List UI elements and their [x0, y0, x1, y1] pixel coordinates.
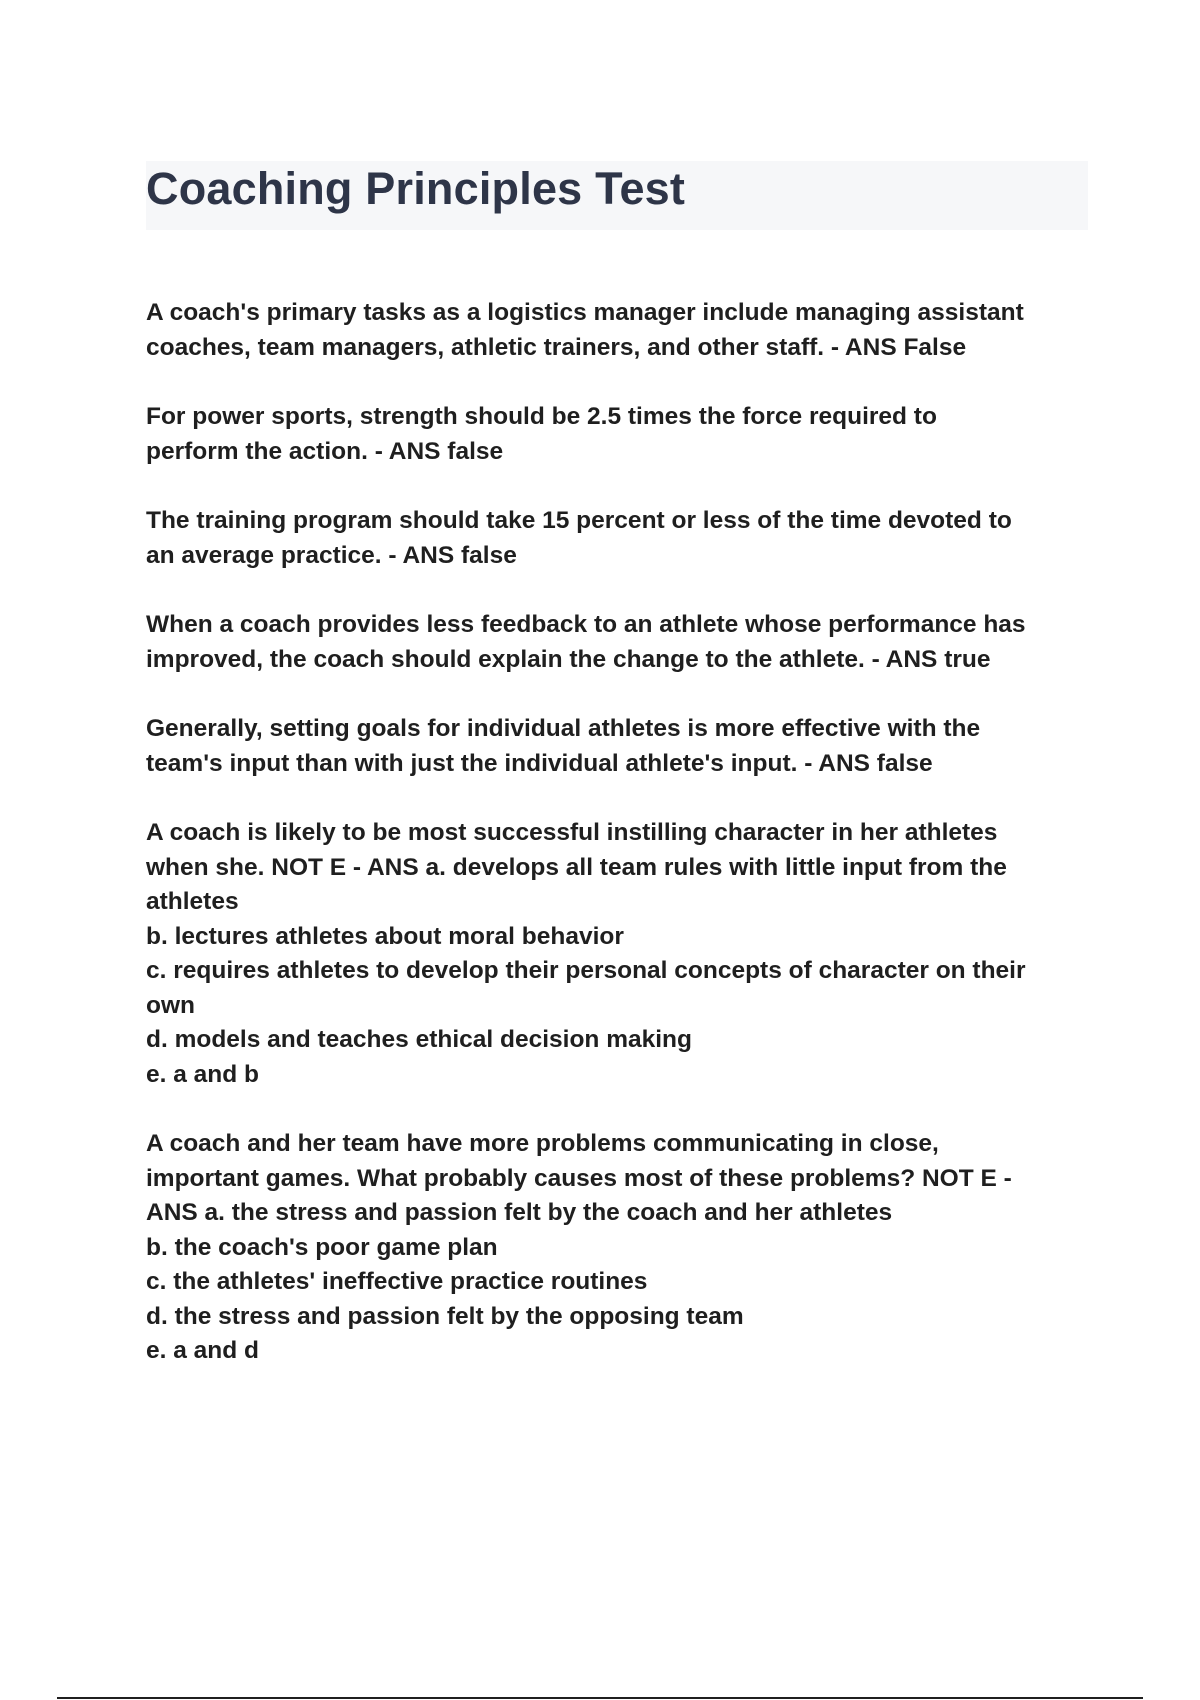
question-1 — [146, 296, 1096, 365]
question-line: Generally, setting goals for individual athletes is more effective with the — [146, 715, 981, 742]
question-line: ANS a. the stress and passion felt by the coach and her athletes — [146, 1199, 893, 1226]
question-line: coaches, team managers, athletic trainers, and other staff. - ANS False — [146, 333, 967, 361]
footer-rule — [57, 1697, 1143, 1699]
answer-option: c. requires athletes to develop their personal concepts of character on their — [146, 957, 1026, 984]
question-line: important games. What probably causes most of these problems? NOT E - — [146, 1164, 1012, 1192]
answer-option: d. models and teaches ethical decision making — [146, 1026, 692, 1053]
question-5 — [146, 712, 1096, 781]
question-7 — [146, 1127, 1096, 1369]
question-line: A coach is likely to be most successful instilling character in her athletes — [146, 819, 998, 846]
answer-option: own — [146, 991, 195, 1019]
answer-option: b. lectures athletes about moral behavior — [146, 922, 624, 950]
answer-option: c. the athletes' ineffective practice routines — [146, 1268, 648, 1295]
question-3 — [146, 504, 1096, 573]
question-line: an average practice. - ANS false — [146, 541, 517, 569]
question-line: team's input than with just the individual athlete's input. - ANS false — [146, 749, 933, 777]
question-4 — [146, 608, 1096, 677]
question-line: A coach's primary tasks as a logistics manager include managing assistant — [146, 299, 1024, 326]
question-line: improved, the coach should explain the change to the athlete. - ANS true — [146, 645, 991, 673]
question-6 — [146, 816, 1096, 1092]
page-title: Coaching Principles Test — [146, 163, 686, 214]
question-line: When a coach provides less feedback to an athlete whose performance has — [146, 611, 1026, 638]
question-list — [146, 296, 1096, 1404]
answer-option: e. a and d — [146, 1337, 260, 1364]
question-line: perform the action. - ANS false — [146, 437, 504, 465]
question-line: A coach and her team have more problems communicating in close, — [146, 1130, 939, 1157]
question-line: The training program should take 15 percent or less of the time devoted to — [146, 507, 1012, 534]
answer-option: d. the stress and passion felt by the opposing team — [146, 1302, 744, 1330]
answer-option: b. the coach's poor game plan — [146, 1233, 498, 1261]
question-2 — [146, 400, 1096, 469]
question-line: when she. NOT E - ANS a. develops all team rules with little input from the — [146, 853, 1007, 881]
question-line: athletes — [146, 888, 239, 915]
answer-option: e. a and b — [146, 1060, 260, 1088]
question-line: For power sports, strength should be 2.5 times the force required to — [146, 403, 937, 430]
